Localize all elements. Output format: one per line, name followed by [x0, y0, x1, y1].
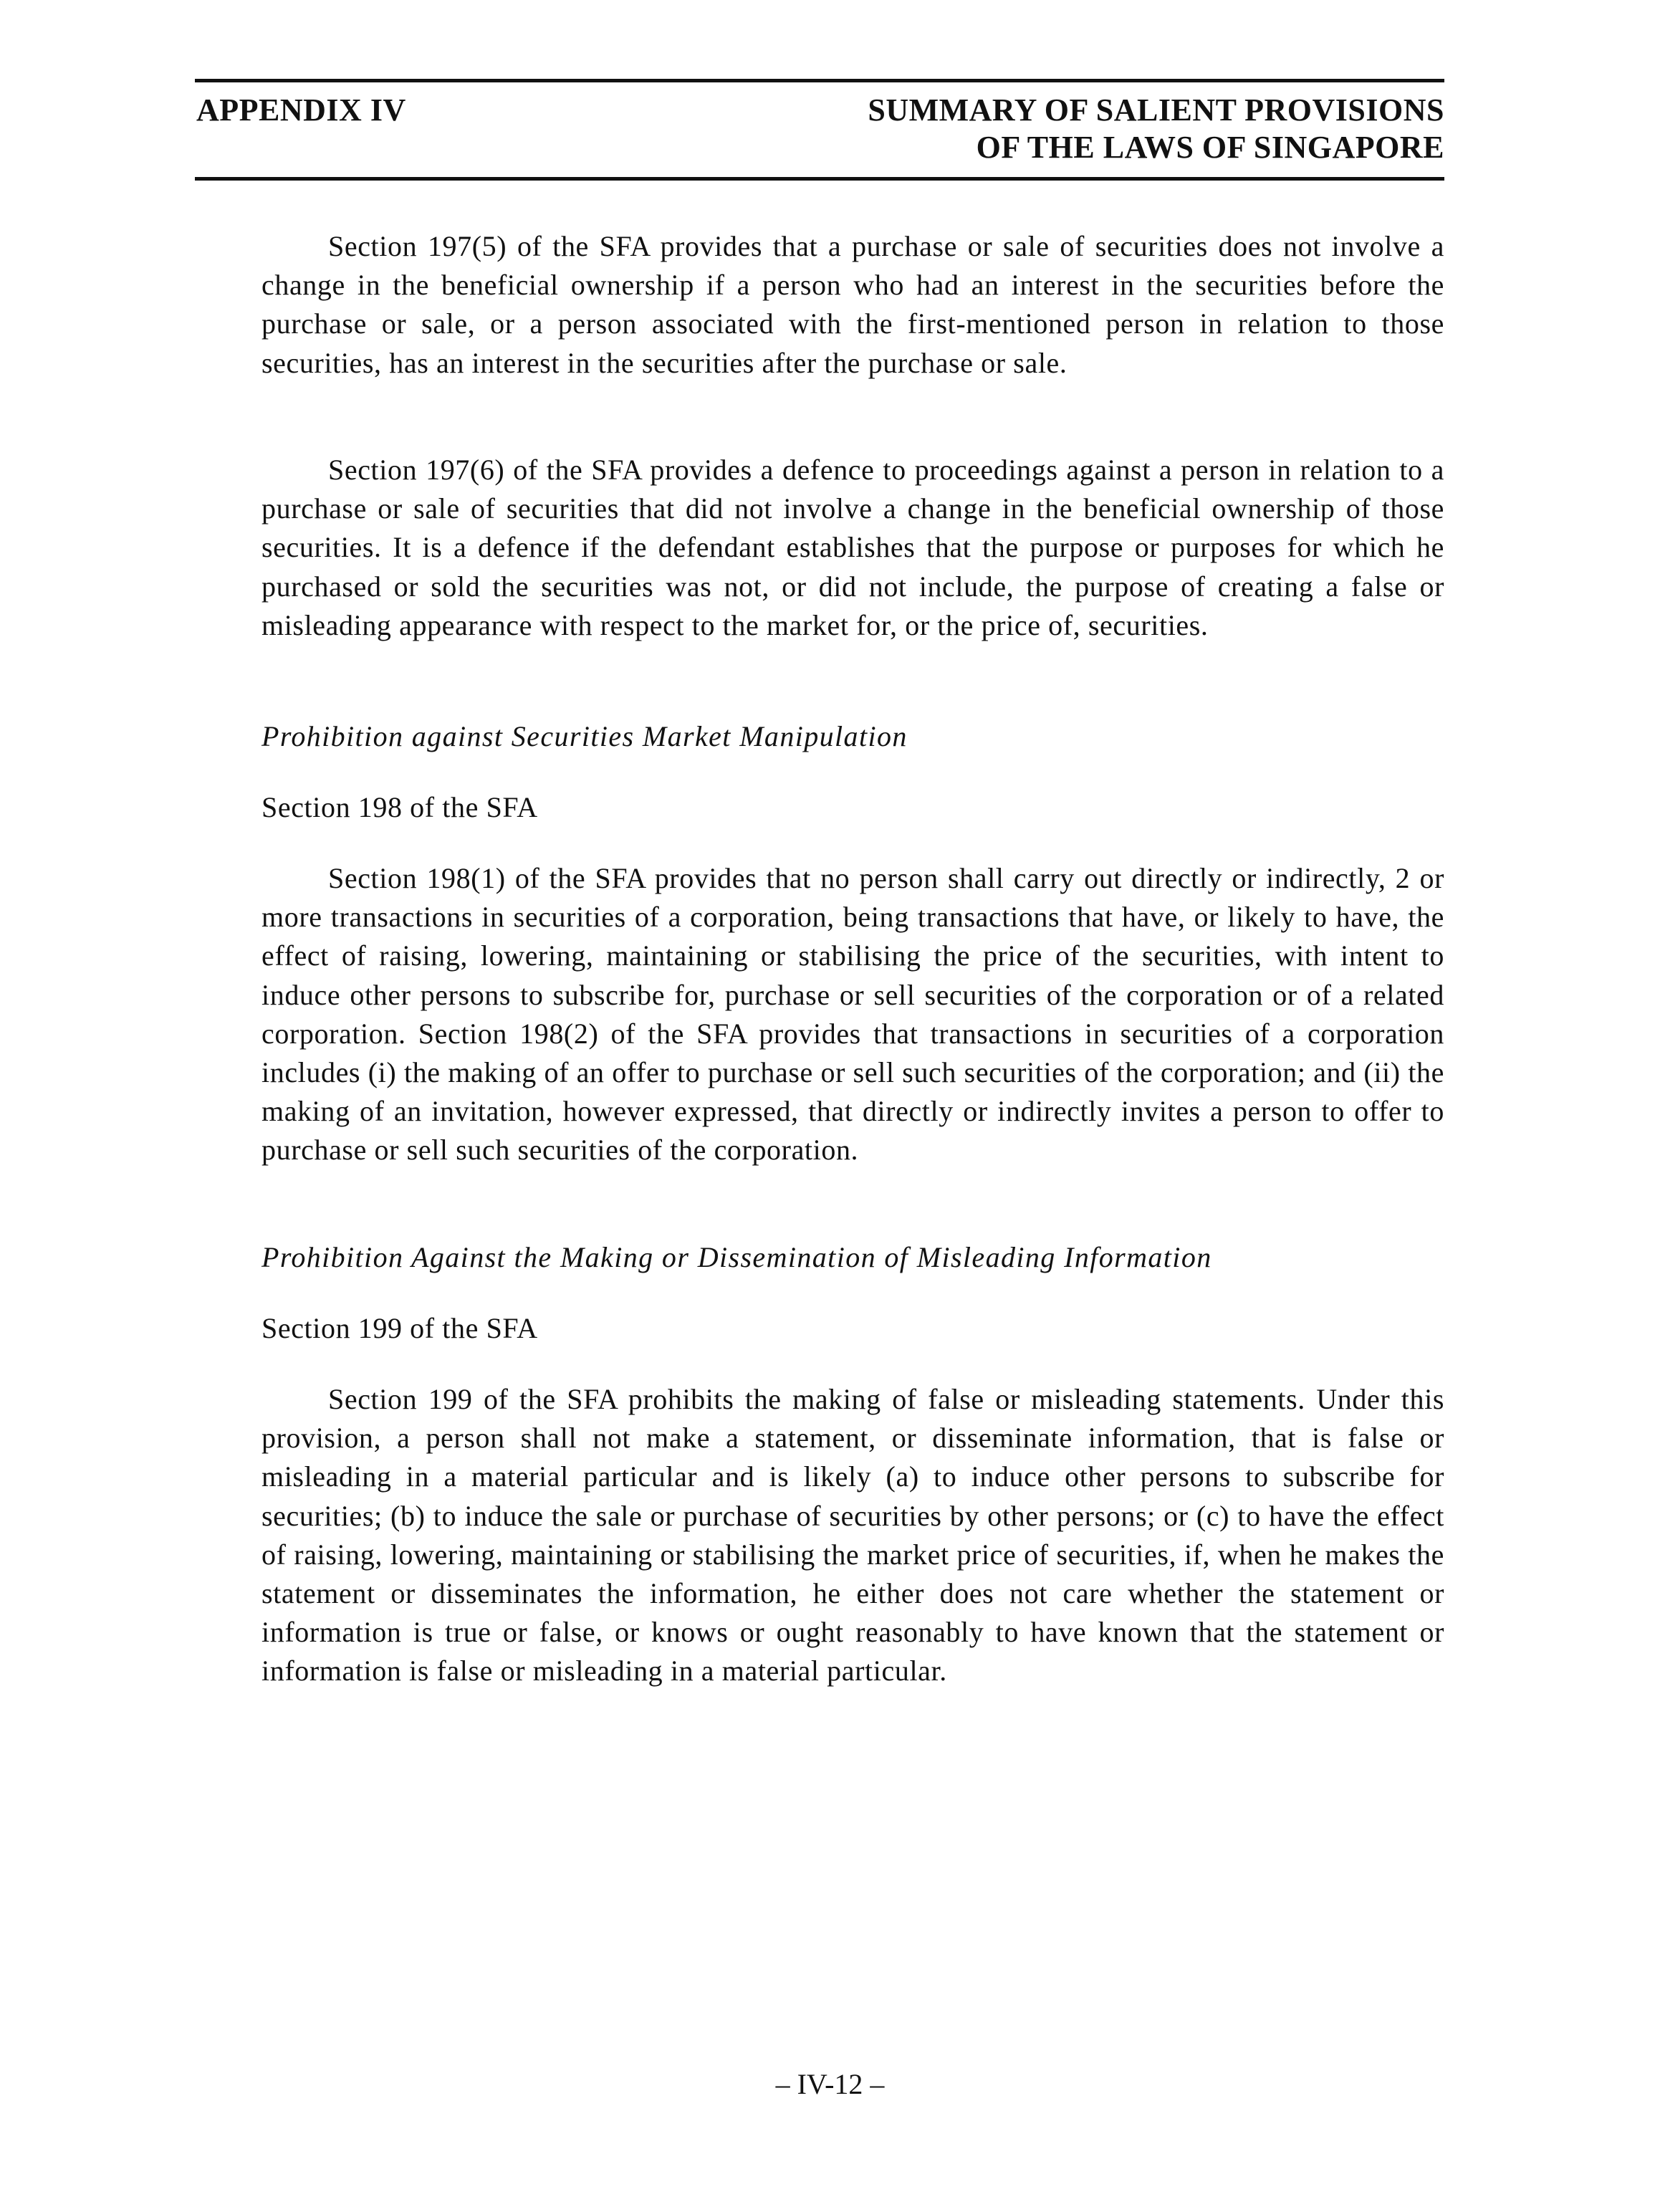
header-bottom-rule: [195, 177, 1444, 181]
subheading-market-manipulation: Prohibition against Securities Market Manipulation: [262, 720, 908, 752]
section-heading-198: Section 198 of the SFA: [262, 791, 538, 823]
appendix-title-line-2: OF THE LAWS OF SINGAPORE: [976, 130, 1444, 165]
section-heading-199: Section 199 of the SFA: [262, 1312, 538, 1344]
paragraph-section-199: Section 199 of the SFA prohibits the making of false or misleading statements. Under this provision, a person shall not make a statement, or disseminate information, that is false or misleading in a material particular and is likely (a) to induce other persons to subscribe for securities; (b) to induce the sale or purchase of securities by other persons; or (c) to have the effect of raising, lowering, maintaining or stabilising the market price of securities, if, when he makes the statement or disseminates the information, he either does not care whether the statement or information is true or false, or knows or ought reasonably to have known that the statement or information is false or misleading in a material particular.: [262, 1383, 1444, 1687]
appendix-title: [868, 92, 1444, 166]
paragraph-section-197-6: Section 197(6) of the SFA provides a defence to proceedings against a person in relation to a purchase or sale of securities that did not involve a change in the beneficial ownership of those securities. It is a defence if the defendant establishes that the purpose or purposes for which he purchased or sold the securities was not, or did not include, the purpose of creating a false or misleading appearance with respect to the market for, or the price of, securities.: [262, 454, 1444, 641]
paragraph-section-197-5: Section 197(5) of the SFA provides that a purchase or sale of securities does not involve a change in the beneficial ownership if a person who had an interest in the securities before the purchase or sale, or a person associated with the first-mentioned person in relation to those securities, has an interest in the securities after the purchase or sale.: [262, 230, 1444, 379]
subheading-misleading-information: Prohibition Against the Making or Dissemination of Misleading Information: [262, 1241, 1212, 1273]
header-top-rule: [195, 79, 1444, 82]
appendix-title-line-1: SUMMARY OF SALIENT PROVISIONS: [868, 92, 1444, 128]
appendix-label: APPENDIX IV: [196, 92, 406, 128]
page-number: – IV-12 –: [775, 2068, 885, 2100]
paragraph-section-198: Section 198(1) of the SFA provides that no person shall carry out directly or indirectly, 2 or more transactions in securities of a corporation, being transactions that have, or likely to have, the effect of raising, lowering, maintaining or stabilising the price of the securities, with intent to induce other persons to subscribe for, purchase or sell securities of the corporation or of a related corporation. Section 198(2) of the SFA provides that transactions in securities of a corporation includes (i) the making of an offer to purchase or sell such securities of the corporation; and (ii) the making of an invitation, however expressed, that directly or indirectly invites a person to offer to purchase or sell such securities of the corporation.: [262, 862, 1444, 1167]
